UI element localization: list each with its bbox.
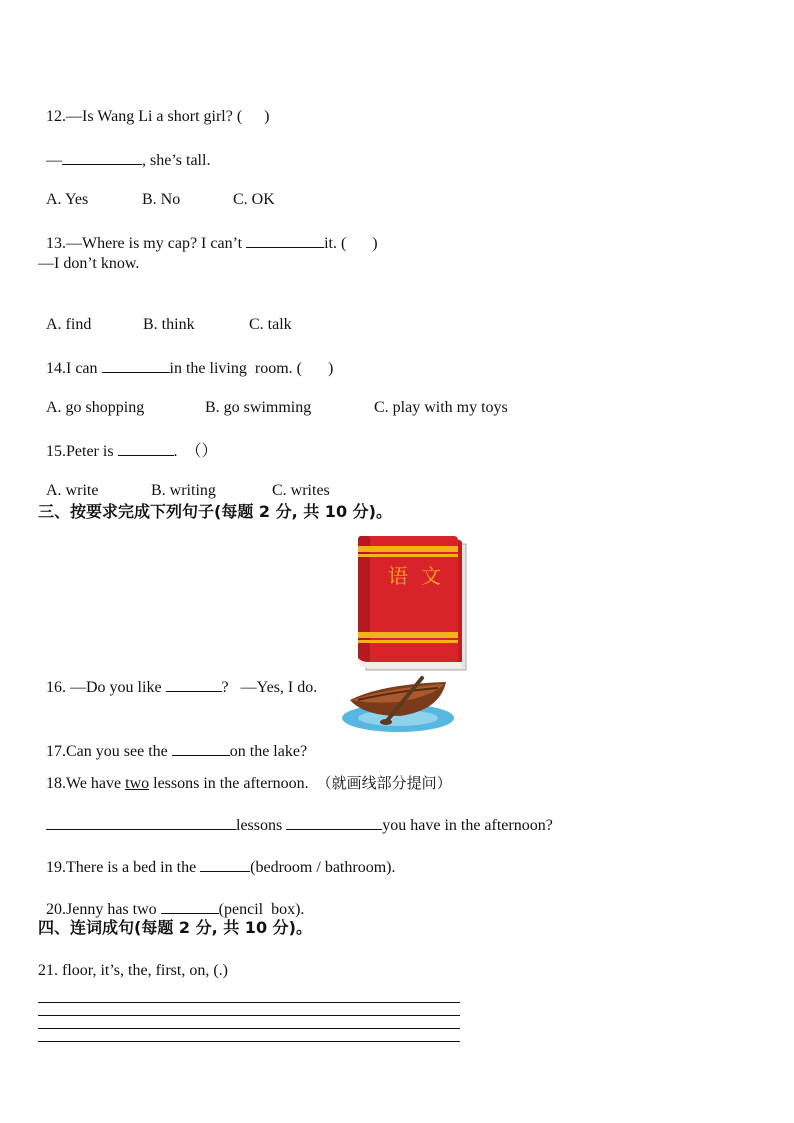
q18-answer-end: you have in the afternoon? [382, 817, 553, 834]
q14-stem-suffix: in the living room. ( [169, 360, 302, 377]
q20-prefix: 20.Jenny has two [46, 901, 161, 918]
q12-options [38, 170, 275, 210]
question-20 [38, 878, 304, 920]
section-4-heading: 四、连词成句(每题 2 分, 共 10 分)。 [38, 918, 312, 937]
q14-stem: 14.I can [46, 360, 102, 377]
q13-option-c[interactable]: C. talk [249, 316, 292, 333]
book-char-1: 语 [388, 564, 408, 588]
q15-option-b[interactable]: B. writing [151, 482, 216, 499]
question-13 [38, 212, 378, 254]
section-3-heading: 三、按要求完成下列句子(每题 2 分, 共 10 分)。 [38, 502, 392, 521]
q12-option-a[interactable]: A. Yes [46, 191, 89, 208]
q17-prefix: 17.Can you see the [46, 743, 172, 760]
q18-answer-blank-2[interactable] [286, 814, 382, 830]
q21-writing-line-3[interactable] [38, 1028, 460, 1029]
q18-underlined-word: two [125, 775, 150, 792]
q15-answer-blank[interactable] [118, 440, 174, 456]
q12-option-b[interactable]: B. No [142, 191, 181, 208]
question-14 [38, 337, 333, 379]
q18-prefix: 18.We have [46, 775, 126, 792]
q15-options [38, 461, 330, 501]
q21-writing-line-4[interactable] [38, 1041, 460, 1042]
q15-stem: 15.Peter is [46, 443, 118, 460]
q15-stem-suffix: . （） [173, 443, 218, 460]
book-char-2: 文 [421, 564, 441, 588]
question-15 [38, 420, 218, 462]
q12-reply-dash: — [46, 152, 62, 169]
q17-suffix: on the lake? [229, 743, 308, 760]
q19-answer-blank[interactable] [200, 856, 250, 872]
q14-option-c[interactable]: C. play with my toys [374, 399, 508, 416]
q13-answer-blank[interactable] [246, 232, 324, 248]
q18-answer-blank-1[interactable] [46, 814, 236, 830]
boat-image [342, 676, 458, 736]
q16-answer-blank[interactable] [166, 676, 222, 692]
q14-option-b[interactable]: B. go swimming [205, 399, 312, 416]
q20-suffix: (pencil box). [218, 901, 305, 918]
question-18 [38, 753, 452, 794]
q14-option-a[interactable]: A. go shopping [46, 399, 145, 416]
q13-stem-suffix: it. ( [324, 235, 347, 252]
question-12 [38, 87, 269, 127]
q15-option-a[interactable]: A. write [46, 482, 99, 499]
q13-reply: —I don’t know. [38, 255, 140, 272]
q16-suffix: ? —Yes, I do. [221, 679, 318, 696]
q12-reply [38, 129, 210, 171]
question-21: 21. floor, it’s, the, first, on, (.) [38, 962, 228, 979]
chinese-book-image [356, 536, 468, 672]
q18-answer-mid: lessons [236, 817, 287, 834]
q18-note: （就画线部分提问） [316, 774, 452, 792]
q16-prefix: 16. —Do you like [46, 679, 166, 696]
q13-option-a[interactable]: A. find [46, 316, 92, 333]
q18-answer [38, 794, 553, 836]
q13-paren-close: ) [372, 235, 378, 252]
q12-reply-text: , she’s tall. [142, 152, 211, 169]
q14-options [38, 378, 508, 418]
q12-answer-blank[interactable] [62, 149, 142, 165]
q13-option-b[interactable]: B. think [143, 316, 195, 333]
question-19 [38, 836, 395, 878]
q12-option-c[interactable]: C. OK [233, 191, 275, 208]
q15-option-c[interactable]: C. writes [272, 482, 330, 499]
q21-writing-line-1[interactable] [38, 1002, 460, 1003]
q14-paren-close: ) [327, 360, 334, 377]
q18-suffix: lessons in the afternoon. [149, 775, 309, 792]
q14-answer-blank[interactable] [102, 357, 170, 373]
q12-paren-close: ) [264, 108, 270, 125]
question-16 [38, 656, 317, 698]
q12-stem: 12.—Is Wang Li a short girl? ( [46, 108, 243, 125]
q19-suffix: (bedroom / bathroom). [250, 859, 396, 876]
q13-stem: 13.—Where is my cap? I can’t [46, 235, 247, 252]
q20-answer-blank[interactable] [161, 898, 219, 914]
q21-writing-line-2[interactable] [38, 1015, 460, 1016]
q19-prefix: 19.There is a bed in the [46, 859, 201, 876]
q13-options [38, 295, 292, 335]
